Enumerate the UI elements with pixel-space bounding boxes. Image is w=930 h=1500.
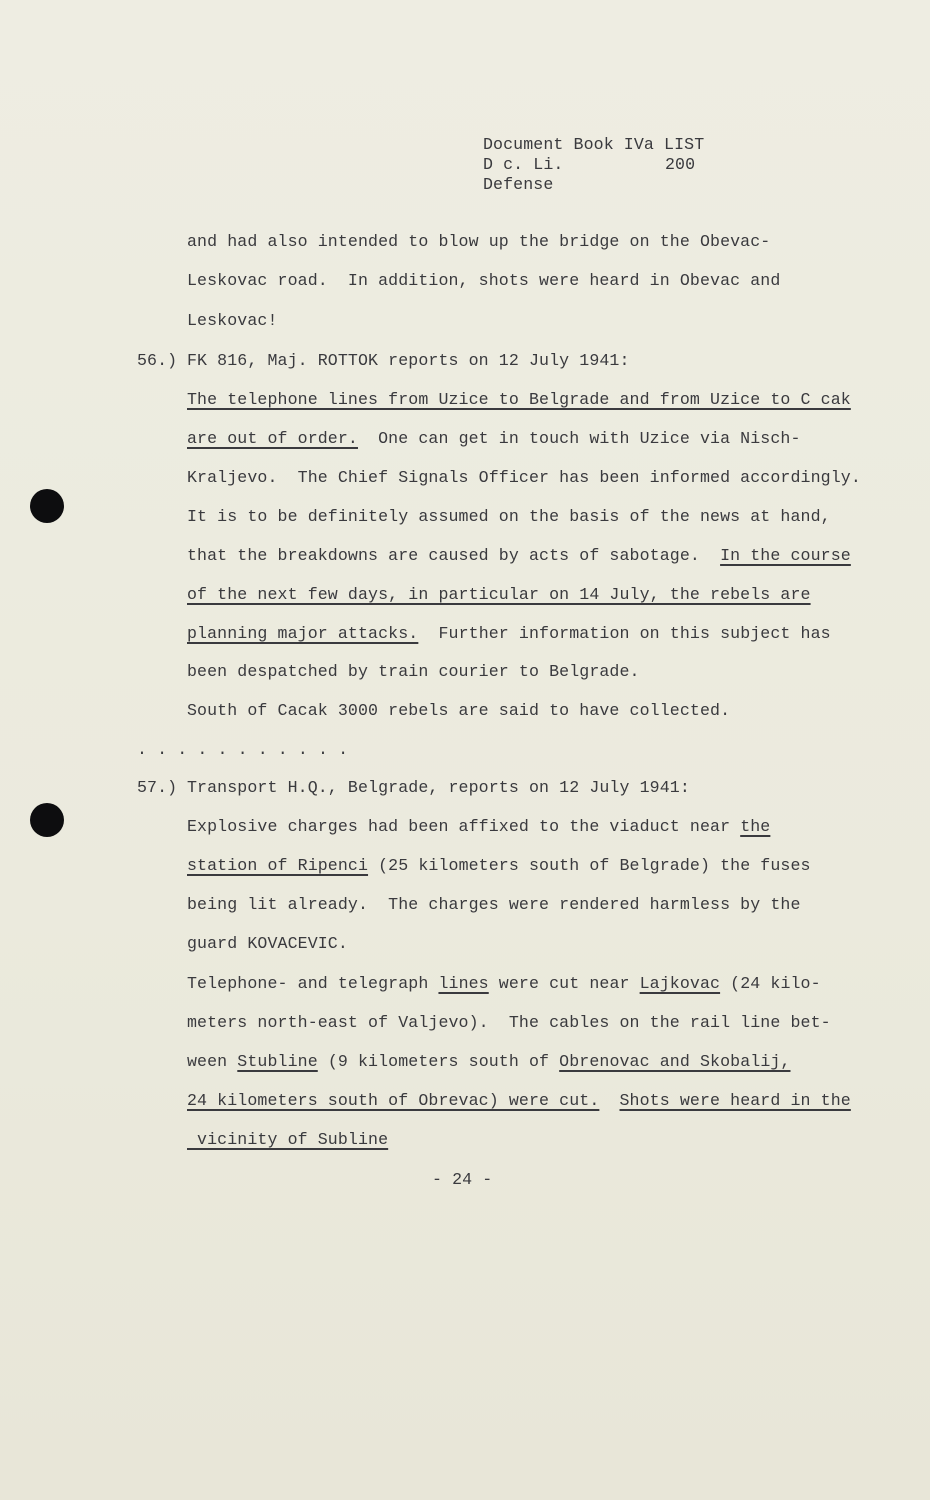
- underlined-text: vicinity of Subline: [187, 1130, 389, 1149]
- underlined-text: Shots were heard in the: [619, 1091, 851, 1110]
- text-segment: Leskovac!: [187, 311, 278, 330]
- header-defense: Defense: [483, 175, 554, 194]
- underlined-text: planning major attacks.: [187, 624, 419, 643]
- text-segment: Further information on this subject has: [418, 624, 831, 643]
- text-segment: guard KOVACEVIC.: [187, 934, 348, 953]
- text-line: [187, 1051, 791, 1073]
- text-line: [187, 1012, 831, 1034]
- text-segment: FK 816, Maj. ROTTOK reports on 12 July 1941:: [187, 351, 630, 370]
- text-segment: being lit already. The charges were rendered harmless by the: [187, 895, 801, 914]
- text-line: [187, 310, 278, 332]
- text-line: [187, 584, 811, 606]
- text-segment: South of Cacak 3000 rebels are said to have collected.: [187, 701, 731, 720]
- text-segment: 57.): [137, 778, 178, 797]
- text-line: [187, 777, 690, 799]
- text-segment: (25 kilometers south of Belgrade) the fuses: [368, 856, 811, 875]
- underlined-text: 24 kilometers south of Obrevac) were cut.: [187, 1091, 600, 1110]
- underlined-text: In the course: [720, 546, 851, 565]
- page-number: - 24 -: [432, 1170, 493, 1189]
- text-segment: (24 kilo-: [720, 974, 821, 993]
- text-line: [187, 428, 801, 450]
- underlined-text: lines: [438, 974, 489, 993]
- text-line: [187, 623, 831, 645]
- punch-hole-icon: [30, 489, 64, 523]
- text-line: [187, 1090, 851, 1112]
- underlined-text: are out of order.: [187, 429, 358, 448]
- text-segment: One can get in touch with Uzice via Nisch-: [357, 429, 801, 448]
- text-line: [187, 933, 348, 955]
- underlined-text: Lajkovac: [639, 974, 721, 993]
- underlined-text: Obrenovac and Skobalij,: [559, 1052, 791, 1071]
- underlined-text: of the next few days, in particular on 14 July, the rebels are: [187, 585, 811, 604]
- text-line: [187, 389, 851, 411]
- paragraph-marker: [137, 739, 348, 761]
- paragraph-marker: [137, 777, 177, 799]
- header-doc-list: D c. Li.: [483, 155, 564, 174]
- text-segment: [599, 1091, 619, 1110]
- text-line: [187, 855, 811, 877]
- text-segment: (9 kilometers south of: [317, 1052, 560, 1071]
- text-segment: Kraljevo. The Chief Signals Officer has been informed accordingly.: [187, 468, 861, 487]
- text-line: [187, 270, 780, 292]
- text-line: [187, 506, 831, 528]
- underlined-text: the: [740, 817, 771, 836]
- paragraph-marker: [137, 350, 177, 372]
- text-segment: Transport H.Q., Belgrade, reports on 12 July 1941:: [187, 778, 690, 797]
- text-segment: that the breakdowns are caused by acts of sabotage.: [187, 546, 721, 565]
- text-line: [187, 231, 770, 253]
- underlined-text: The telephone lines from Uzice to Belgrade and from Uzice to C cak: [187, 390, 851, 409]
- text-segment: Explosive charges had been affixed to the viaduct near: [187, 817, 741, 836]
- text-line: [187, 1129, 388, 1151]
- text-segment: ween: [187, 1052, 238, 1071]
- text-segment: were cut near: [488, 974, 640, 993]
- text-segment: and had also intended to blow up the bridge on the Obevac-: [187, 232, 771, 251]
- text-segment: Telephone- and telegraph: [187, 974, 439, 993]
- underlined-text: Stubline: [237, 1052, 318, 1071]
- text-line: [187, 467, 861, 489]
- text-segment: . . . . . . . . . . .: [137, 740, 349, 759]
- underlined-text: station of Ripenci: [187, 856, 369, 875]
- text-segment: Leskovac road. In addition, shots were heard in Obevac and: [187, 271, 781, 290]
- text-line: [187, 816, 770, 838]
- text-line: [187, 661, 640, 683]
- header-doc-number: 200: [665, 155, 696, 174]
- header-line-1: Document Book IVa LIST: [483, 135, 705, 154]
- punch-hole-icon: [30, 803, 64, 837]
- text-segment: It is to be definitely assumed on the basis of the news at hand,: [187, 507, 831, 526]
- text-segment: 56.): [137, 351, 178, 370]
- text-line: [187, 894, 801, 916]
- text-segment: been despatched by train courier to Belgrade.: [187, 662, 640, 681]
- text-line: [187, 350, 630, 372]
- text-segment: meters north-east of Valjevo). The cables on the rail line bet-: [187, 1013, 831, 1032]
- text-line: [187, 973, 821, 995]
- text-line: [187, 545, 851, 567]
- text-line: [187, 700, 730, 722]
